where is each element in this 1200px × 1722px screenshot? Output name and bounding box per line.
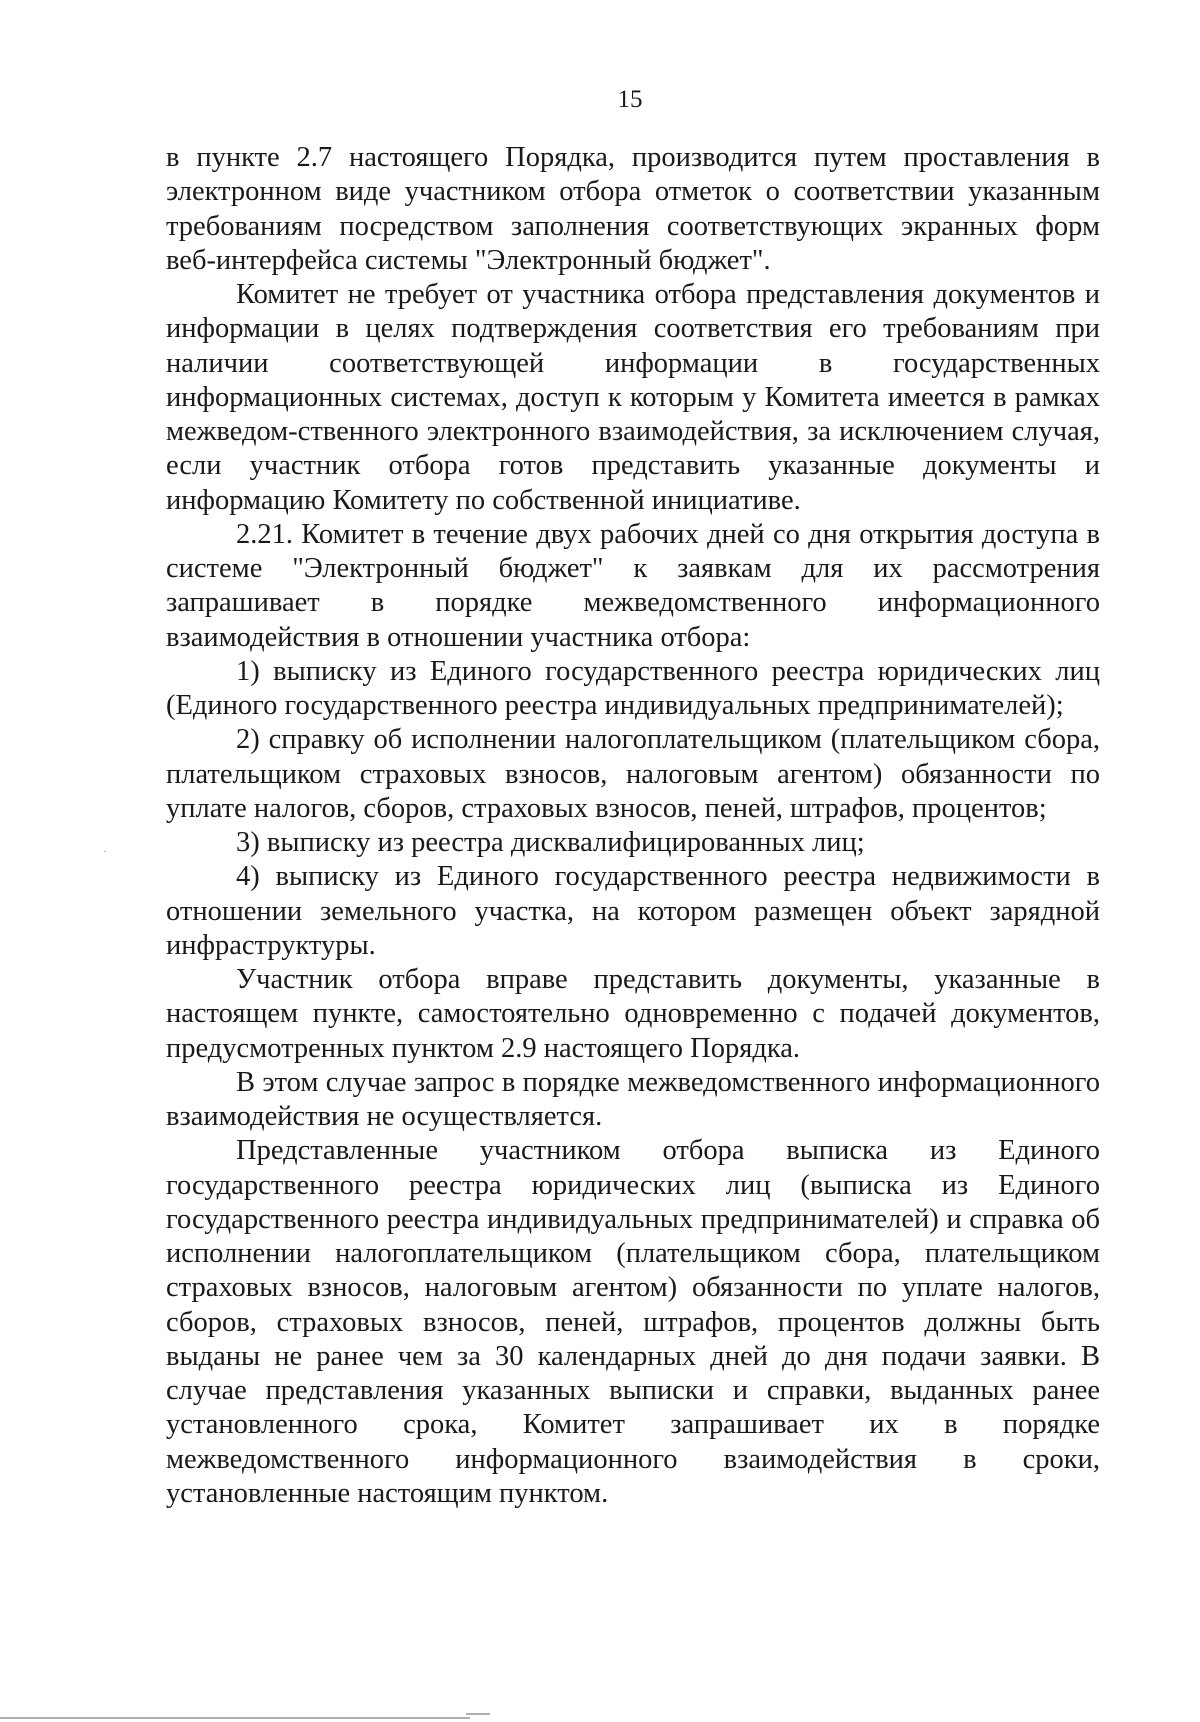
scan-artifact-tick (104, 851, 106, 852)
paragraph-documents-validity: Представленные участником отбора выписка из Единого государственного реестра юридических лиц (выписка из Единого государственного реестра индивидуальных предпринимателей) и справка об исполнении налогоплательщиком (плательщиком сбора, плательщиком страховых взносов, налоговым агентом) обязанности по уплате налогов, сборов, страховых взносов, пеней, штрафов, процентов должны быть выданы не ранее чем за 30 календарных дней до дня подачи заявки. В случае представления указанных выписки и справки, выданных ранее установленного срока, Комитет запрашивает их в порядке межведомственного информационного взаимодействия в сроки, установленные настоящим пунктом. (166, 1135, 1100, 1509)
document-body (166, 141, 1100, 1511)
paragraph-participant-right: Участник отбора вправе представить документы, указанные в настоящем пункте, самостоятельно одновременно с подачей документов, предусмотренных пунктом 2.9 настоящего Порядка. (166, 964, 1100, 1064)
paragraph-clause-2-21: 2.21. Комитет в течение двух рабочих дней со дня открытия доступа в системе "Электронный бюджет" к заявкам для их рассмотрения запрашивает в порядке межведомственного информационного взаимодействия в отношении участника отбора: (166, 518, 1100, 653)
paragraph-no-request: В этом случае запрос в порядке межведомственного информационного взаимодействия не осуществляется. (166, 1066, 1100, 1132)
list-item-2: 2) справку об исполнении налогоплательщиком (плательщиком сбора, плательщиком страховых взносов, налоговым агентом) обязанности по уплате налогов, сборов, страховых взносов, пеней, штрафов, процентов; (166, 724, 1100, 824)
list-item-1: 1) выписку из Единого государственного реестра юридических лиц (Единого государственного реестра индивидуальных предпринимателей); (166, 655, 1100, 721)
list-item-3: 3) выписку из реестра дисквалифицированных лиц; (236, 827, 865, 858)
paragraph-committee-no-documents: Комитет не требует от участника отбора представления документов и информации в целях подтверждения соответствия его требованиям при наличии соответствующей информации в государственных информационных системах, доступ к которым у Комитета имеется в рамках межведом-ственного электронного взаимодействия, за исключением случая, если участник отбора готов представить указанные документы и информацию Комитету по собственной инициативе. (166, 279, 1100, 516)
paragraph-continuation: в пункте 2.7 настоящего Порядка, производится путем проставления в электронном виде участником отбора отметок о соответствии указанным требованиям посредством заполнения соответствующих экранных форм веб-интерфейса системы "Электронный бюджет". (166, 142, 1100, 276)
list-item-4: 4) выписку из Единого государственного реестра недвижимости в отношении земельного участка, на котором размещен объект зарядной инфраструктуры. (166, 861, 1100, 961)
scan-artifact-bottom-line (0, 1717, 470, 1719)
scan-artifact-bottom-stub (466, 1713, 490, 1715)
page-number: 15 (617, 86, 643, 113)
